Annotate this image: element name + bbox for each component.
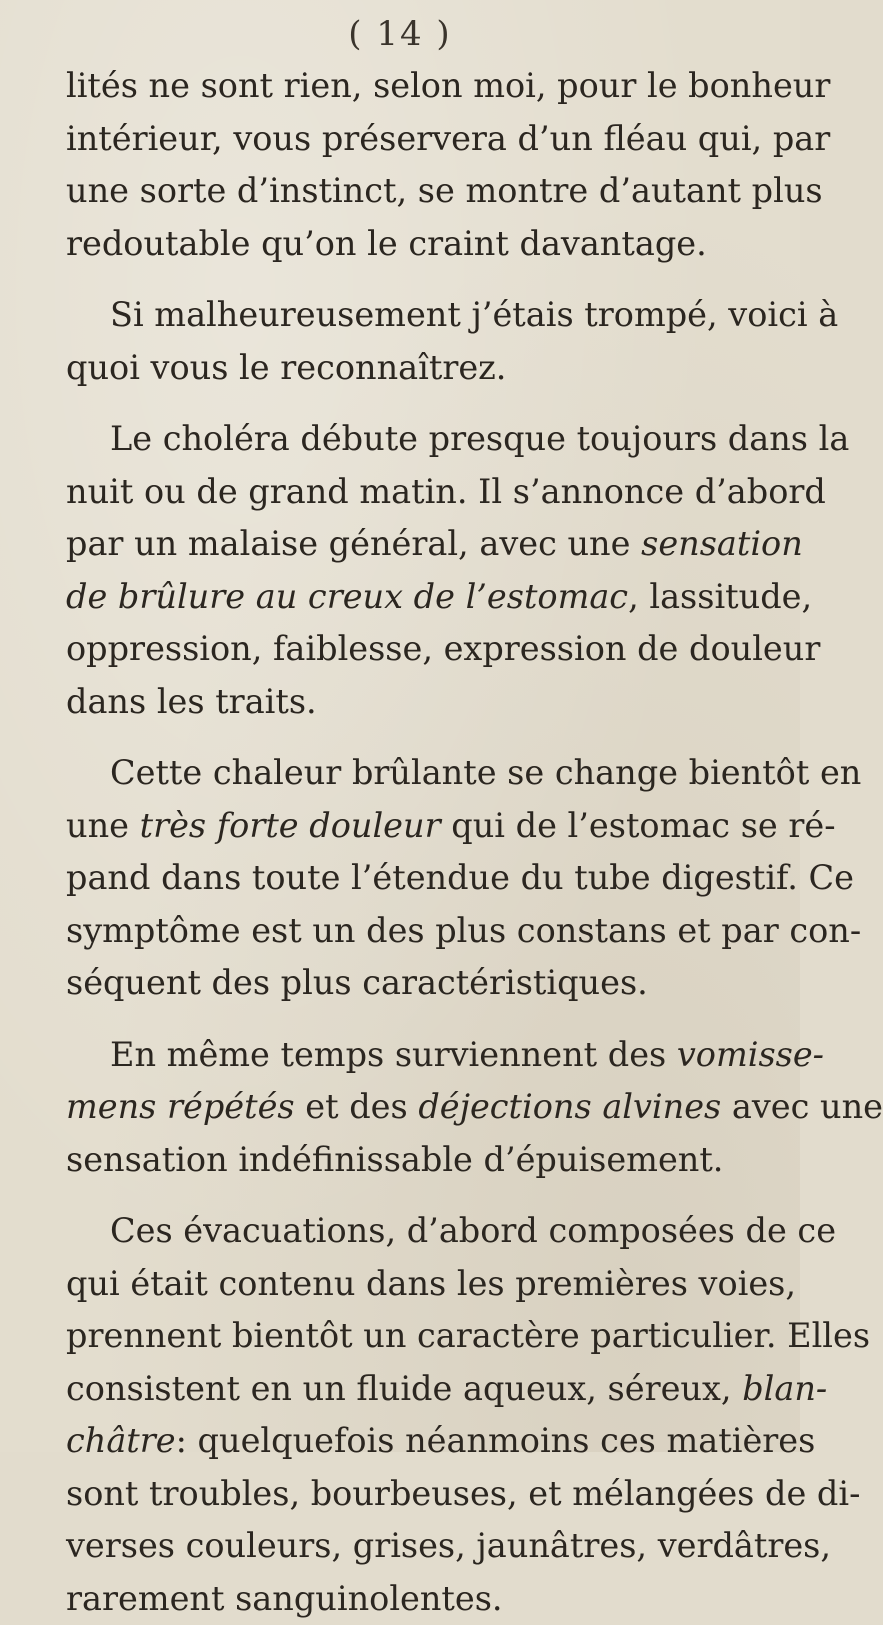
text-line (66, 1573, 762, 1625)
italic-text: de brûlure au creux de l’estomac (66, 577, 628, 616)
paragraph (66, 747, 762, 1010)
text-run: une sorte d’instinct, se montre d’autant plus (66, 171, 823, 210)
text-run: par un malaise général, avec une (66, 524, 641, 563)
paragraph-gap (66, 394, 762, 413)
text-line (66, 1205, 762, 1258)
text-line (66, 623, 762, 676)
text-line (66, 1258, 762, 1311)
text-run: pand dans toute l’étendue du tube digestif. Ce (66, 858, 854, 897)
page-number: ( 14 ) (0, 14, 800, 54)
text-run: symptôme est un des plus constans et par con- (66, 911, 861, 950)
body-text (66, 60, 762, 1625)
italic-text: châtre (66, 1421, 176, 1460)
text-run: Ces évacuations, d’abord composées de ce (110, 1211, 836, 1250)
italic-text: blan- (742, 1369, 827, 1408)
text-run: verses couleurs, grises, jaunâtres, verdâtres, (66, 1526, 831, 1565)
text-line (66, 1468, 762, 1521)
text-line (66, 413, 762, 466)
text-line (66, 1415, 762, 1468)
text-run: intérieur, vous préservera d’un fléau qui, par (66, 119, 830, 158)
text-run: sensation indéfinissable d’épuisement. (66, 1140, 723, 1179)
text-line (66, 1363, 762, 1416)
text-line (66, 571, 762, 624)
text-run: oppression, faiblesse, expression de douleur (66, 629, 820, 668)
paragraph-gap (66, 1186, 762, 1205)
text-run: prennent bientôt un caractère particulier. Elles (66, 1316, 870, 1355)
paragraph-gap (66, 270, 762, 289)
text-run: avec une (721, 1087, 883, 1126)
italic-text: sensation (641, 524, 803, 563)
text-run: qui était contenu dans les premières voies, (66, 1264, 796, 1303)
italic-text: mens répétés (66, 1087, 295, 1126)
text-line (66, 1081, 762, 1134)
text-run: Si malheureusement j’étais trompé, voici à (110, 295, 838, 334)
text-run: et des (295, 1087, 419, 1126)
text-run: , lassitude, (628, 577, 812, 616)
text-line (66, 1134, 762, 1187)
paragraph (66, 413, 762, 728)
text-run: sont troubles, bourbeuses, et mélangées de di- (66, 1474, 860, 1513)
text-run: En même temps surviennent des (110, 1035, 677, 1074)
text-line (66, 905, 762, 958)
italic-text: déjections alvines (418, 1087, 721, 1126)
paragraph-gap (66, 1010, 762, 1029)
text-run: quoi vous le reconnaîtrez. (66, 348, 506, 387)
text-line (66, 1310, 762, 1363)
text-line (66, 342, 762, 395)
text-line (66, 852, 762, 905)
text-run: lités ne sont rien, selon moi, pour le bonheur (66, 66, 830, 105)
text-line (66, 957, 762, 1010)
paragraph (66, 1029, 762, 1187)
text-run: nuit ou de grand matin. Il s’annonce d’abord (66, 472, 826, 511)
italic-text: vomisse- (677, 1035, 824, 1074)
paragraph-gap (66, 728, 762, 747)
text-line (66, 1029, 762, 1082)
text-run: consistent en un fluide aqueux, séreux, (66, 1369, 742, 1408)
text-line (66, 113, 762, 166)
text-run: rarement sanguinolentes. (66, 1579, 503, 1618)
text-line (66, 518, 762, 571)
text-line (66, 747, 762, 800)
italic-text: très forte douleur (140, 806, 441, 845)
text-line (66, 165, 762, 218)
text-run: Cette chaleur brûlante se change bientôt en (110, 753, 861, 792)
paragraph (66, 1205, 762, 1625)
text-line (66, 800, 762, 853)
text-run: : quelquefois néanmoins ces matières (176, 1421, 816, 1460)
paragraph (66, 60, 762, 270)
text-run: une (66, 806, 140, 845)
text-run: séquent des plus caractéristiques. (66, 963, 648, 1002)
text-line (66, 218, 762, 271)
text-run: redoutable qu’on le craint davantage. (66, 224, 707, 263)
text-line (66, 676, 762, 729)
text-run: Le choléra débute presque toujours dans la (110, 419, 849, 458)
text-line (66, 1520, 762, 1573)
text-run: qui de l’estomac se ré- (441, 806, 836, 845)
text-line (66, 60, 762, 113)
paragraph (66, 289, 762, 394)
text-run: dans les traits. (66, 682, 317, 721)
text-line (66, 289, 762, 342)
text-line (66, 466, 762, 519)
